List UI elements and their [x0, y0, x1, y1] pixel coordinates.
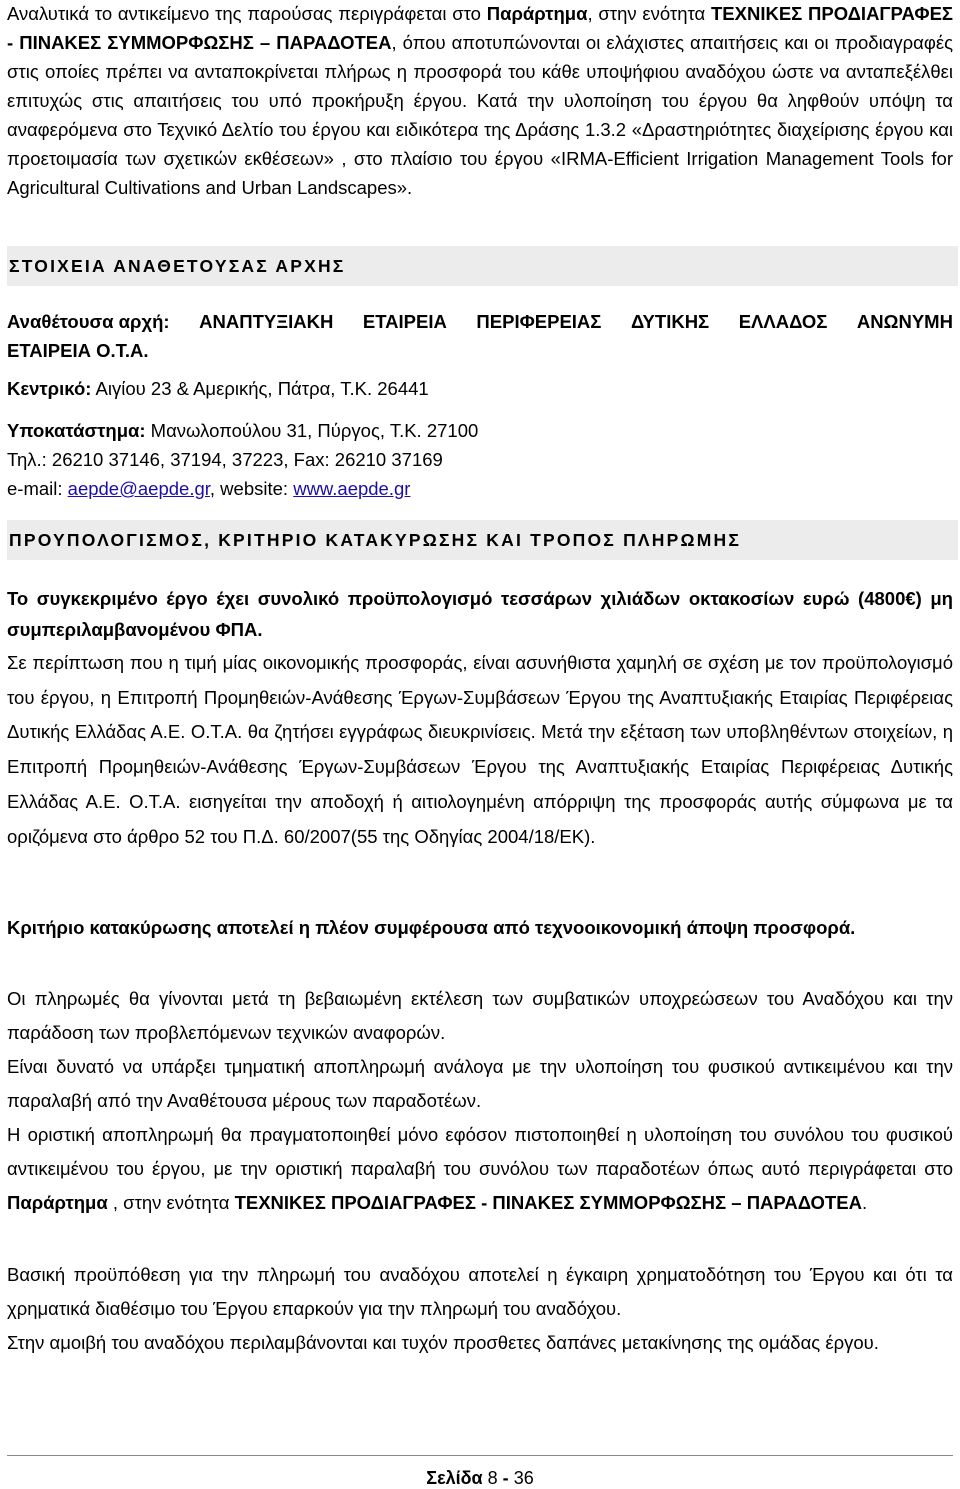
branch-value: Μανωλοπούλου 31, Πύργος, Τ.Κ. 27100 — [145, 420, 479, 441]
payment-paragraph-3 — [7, 1118, 953, 1220]
authority-line-2: ΕΤΑΙΡΕΙΑ Ο.Τ.Α. — [7, 340, 149, 361]
branch-line — [7, 416, 953, 445]
payment-3-text-3: . — [861, 1192, 868, 1213]
payment-paragraph-4: Βασική προϋπόθεση για την πληρωμή του αναδόχου αποτελεί η έγκαιρη χρηματοδότηση του Έργου και ότι τα χρηματικά διαθέσιμο του Έργου επαρκούν για την πληρωμή του αναδόχου. — [7, 1264, 953, 1319]
email-link[interactable]: aepde@aepde.gr — [67, 478, 210, 499]
intro-bold-annex: Παράρτημα — [486, 3, 588, 24]
hq-line — [7, 374, 953, 403]
authority-word: ΕΛΛΑΔΟΣ — [738, 311, 828, 332]
payment-3-bold-section: ΤΕΧΝΙΚΕΣ ΠΡΟΔΙΑΓΡΑΦΕΣ - ΠΙΝΑΚΕΣ ΣΥΜΜΟΡΦΩΣΗΣ – ΠΑΡΑΔΟΤΕΑ — [234, 1192, 862, 1213]
authority-word: ΔΥΤΙΚΗΣ — [630, 311, 710, 332]
page-word: Σελίδα — [426, 1468, 483, 1488]
email-line — [7, 474, 953, 503]
intro-text-3: , όπου αποτυπώνονται οι ελάχιστες απαιτήσεις και οι προδιαγραφές στις οποίες πρέπει να ανταποκρίνεται πλήρως η προσφορά του κάθε υποψήφιου αναδόχου ώστε να ανταπεξέλθει επιτυχώς στις απαιτήσεις του υπό προκήρυξη έργου. Κατά την υλοποίηση του έργου θα ληφθούν υπόψη τα αναφερόμενα στο Τεχνικό Δελτίο του έργου και ειδικότερα της Δράσης 1.3.2 «Δραστηριότητες διαχείρισης έργου και προετοιμασία των σχετικών εκθέσεων» , στο πλαίσιο του έργου «IRMA-Efficient Irrigation Management Tools for Agricultural Cultivations and Urban Landscapes». — [7, 32, 953, 198]
authority-word: ΠΕΡΙΦΕΡΕΙΑΣ — [476, 311, 602, 332]
authority-label: Αναθέτουσα αρχή: — [7, 311, 170, 332]
intro-text-1: Αναλυτικά το αντικείμενο της παρούσας περιγράφεται στο — [7, 3, 487, 24]
payment-3-text-2: , στην ενότητα — [107, 1192, 235, 1213]
intro-text-2: , στην ενότητα — [587, 3, 711, 24]
hq-value: Αιγίου 23 & Αμερικής, Πάτρα, Τ.Κ. 26441 — [91, 378, 429, 399]
branch-label: Υποκατάστημα: — [7, 420, 146, 441]
payment-paragraph-2: Είναι δυνατό να υπάρξει τμηματική αποπληρωμή ανάλογα με την υλοποίηση του φυσικού αντικειμένου και την παραλαβή από την Αναθέτουσα μέρους των παραδοτέων. — [7, 1056, 953, 1111]
section-heading-authority: ΣΤΟΙΧΕΙΑ ΑΝΑΘΕΤΟΥΣΑΣ ΑΡΧΗΣ — [7, 246, 958, 286]
page-separator: - — [502, 1468, 509, 1488]
low-price-paragraph: Σε περίπτωση που η τιμή μίας οικονομικής προσφοράς, είναι ασυνήθιστα χαμηλή σε σχέση με τον προϋπολογισμό του έργου, η Επιτροπή Προμηθειών-Ανάθεσης Έργων-Συμβάσεων Έργου της Αναπτυξιακής Εταιρίας Περιφέρειας Δυτικής Ελλάδας Α.Ε. Ο.Τ.Α. θα ζητήσει εγγράφως διευκρινίσεις. Μετά την εξέταση των υποβληθέντων στοιχείων, η Επιτροπή Προμηθειών-Ανάθεσης Έργων-Συμβάσεων Έργου της Αναπτυξιακής Εταιρίας Περιφέρειας Δυτικής Ελλάδας Α.Ε. Ο.Τ.Α. εισηγείται την αποδοχή ή αιτιολογημένη απόρριψη της προσφοράς αυτής σύμφωνα με τα οριζόμενα στο άρθρο 52 του Π.Δ. 60/2007(55 της Οδηγίας 2004/18/ΕΚ). — [7, 652, 953, 847]
footer-divider — [7, 1455, 953, 1456]
payment-paragraph-1: Οι πληρωμές θα γίνονται μετά τη βεβαιωμένη εκτέλεση των συμβατικών υποχρεώσεων του Αναδόχου και την παράδοση των προβλεπόμενων τεχνικών αναφορών. — [7, 988, 953, 1043]
authority-line — [7, 307, 953, 336]
intro-paragraph — [7, 0, 953, 202]
authority-word: ΑΝΩΝΥΜΗ — [856, 311, 953, 332]
email-label: e-mail: — [7, 478, 68, 499]
award-criterion: Κριτήριο κατακύρωσης αποτελεί η πλέον συμφέρουσα από τεχνοοικονομική άποψη προσφορά. — [7, 917, 856, 938]
authority-block — [7, 307, 953, 365]
section-heading-budget: ΠΡΟΥΠΟΛΟΓΙΣΜΟΣ, ΚΡΙΤΗΡΙΟ ΚΑΤΑΚΥΡΩΣΗΣ ΚΑΙ ΤΡΟΠΟΣ ΠΛΗΡΩΜΗΣ — [7, 520, 958, 560]
website-label: , website: — [209, 478, 294, 499]
budget-statement: Το συγκεκριμένο έργο έχει συνολικό προϋπολογισμό τεσσάρων χιλιάδων οκτακοσίων ευρώ (4800€) μη συμπεριλαμβανομένου ΦΠΑ. — [7, 588, 953, 640]
payment-paragraph-5: Στην αμοιβή του αναδόχου περιλαμβάνονται και τυχόν προσθετες δαπάνες μετακίνησης της ομάδας έργου. — [7, 1332, 879, 1353]
payment-3-text-1: Η οριστική αποπληρωμή θα πραγματοποιηθεί μόνο εφόσον πιστοποιηθεί η υλοποίηση του συνόλου του φυσικού αντικειμένου του έργου, με την οριστική παραλαβή του συνόλου των παραδοτέων όπως αυτό περιγράφεται στο — [7, 1124, 953, 1179]
authority-word: ΑΝΑΠΤΥΞΙΑΚΗ — [199, 311, 334, 332]
payment-block — [7, 982, 953, 1220]
payment-3-bold-annex: Παράρτημα — [7, 1192, 108, 1213]
hq-label: Κεντρικό: — [7, 378, 92, 399]
contact-block — [7, 416, 953, 503]
page-number: 8 — [487, 1468, 498, 1488]
website-link[interactable]: www.aepde.gr — [293, 478, 411, 499]
page-footer — [0, 1468, 960, 1489]
intro-bold-section: ΤΕΧΝΙΚΕΣ ΠΡΟΔΙΑΓΡΑΦΕΣ - ΠΙΝΑΚΕΣ ΣΥΜΜΟΡΦΩΣΗΣ – ΠΑΡΑΔΟΤΕΑ — [7, 3, 954, 53]
low-price-block — [7, 646, 953, 854]
phone-line: Τηλ.: 26210 37146, 37194, 37223, Fax: 26210 37169 — [7, 449, 443, 470]
funding-block — [7, 1258, 953, 1360]
authority-word: ΕΤΑΙΡΕΙΑ — [362, 311, 447, 332]
page-total: 36 — [513, 1468, 534, 1488]
